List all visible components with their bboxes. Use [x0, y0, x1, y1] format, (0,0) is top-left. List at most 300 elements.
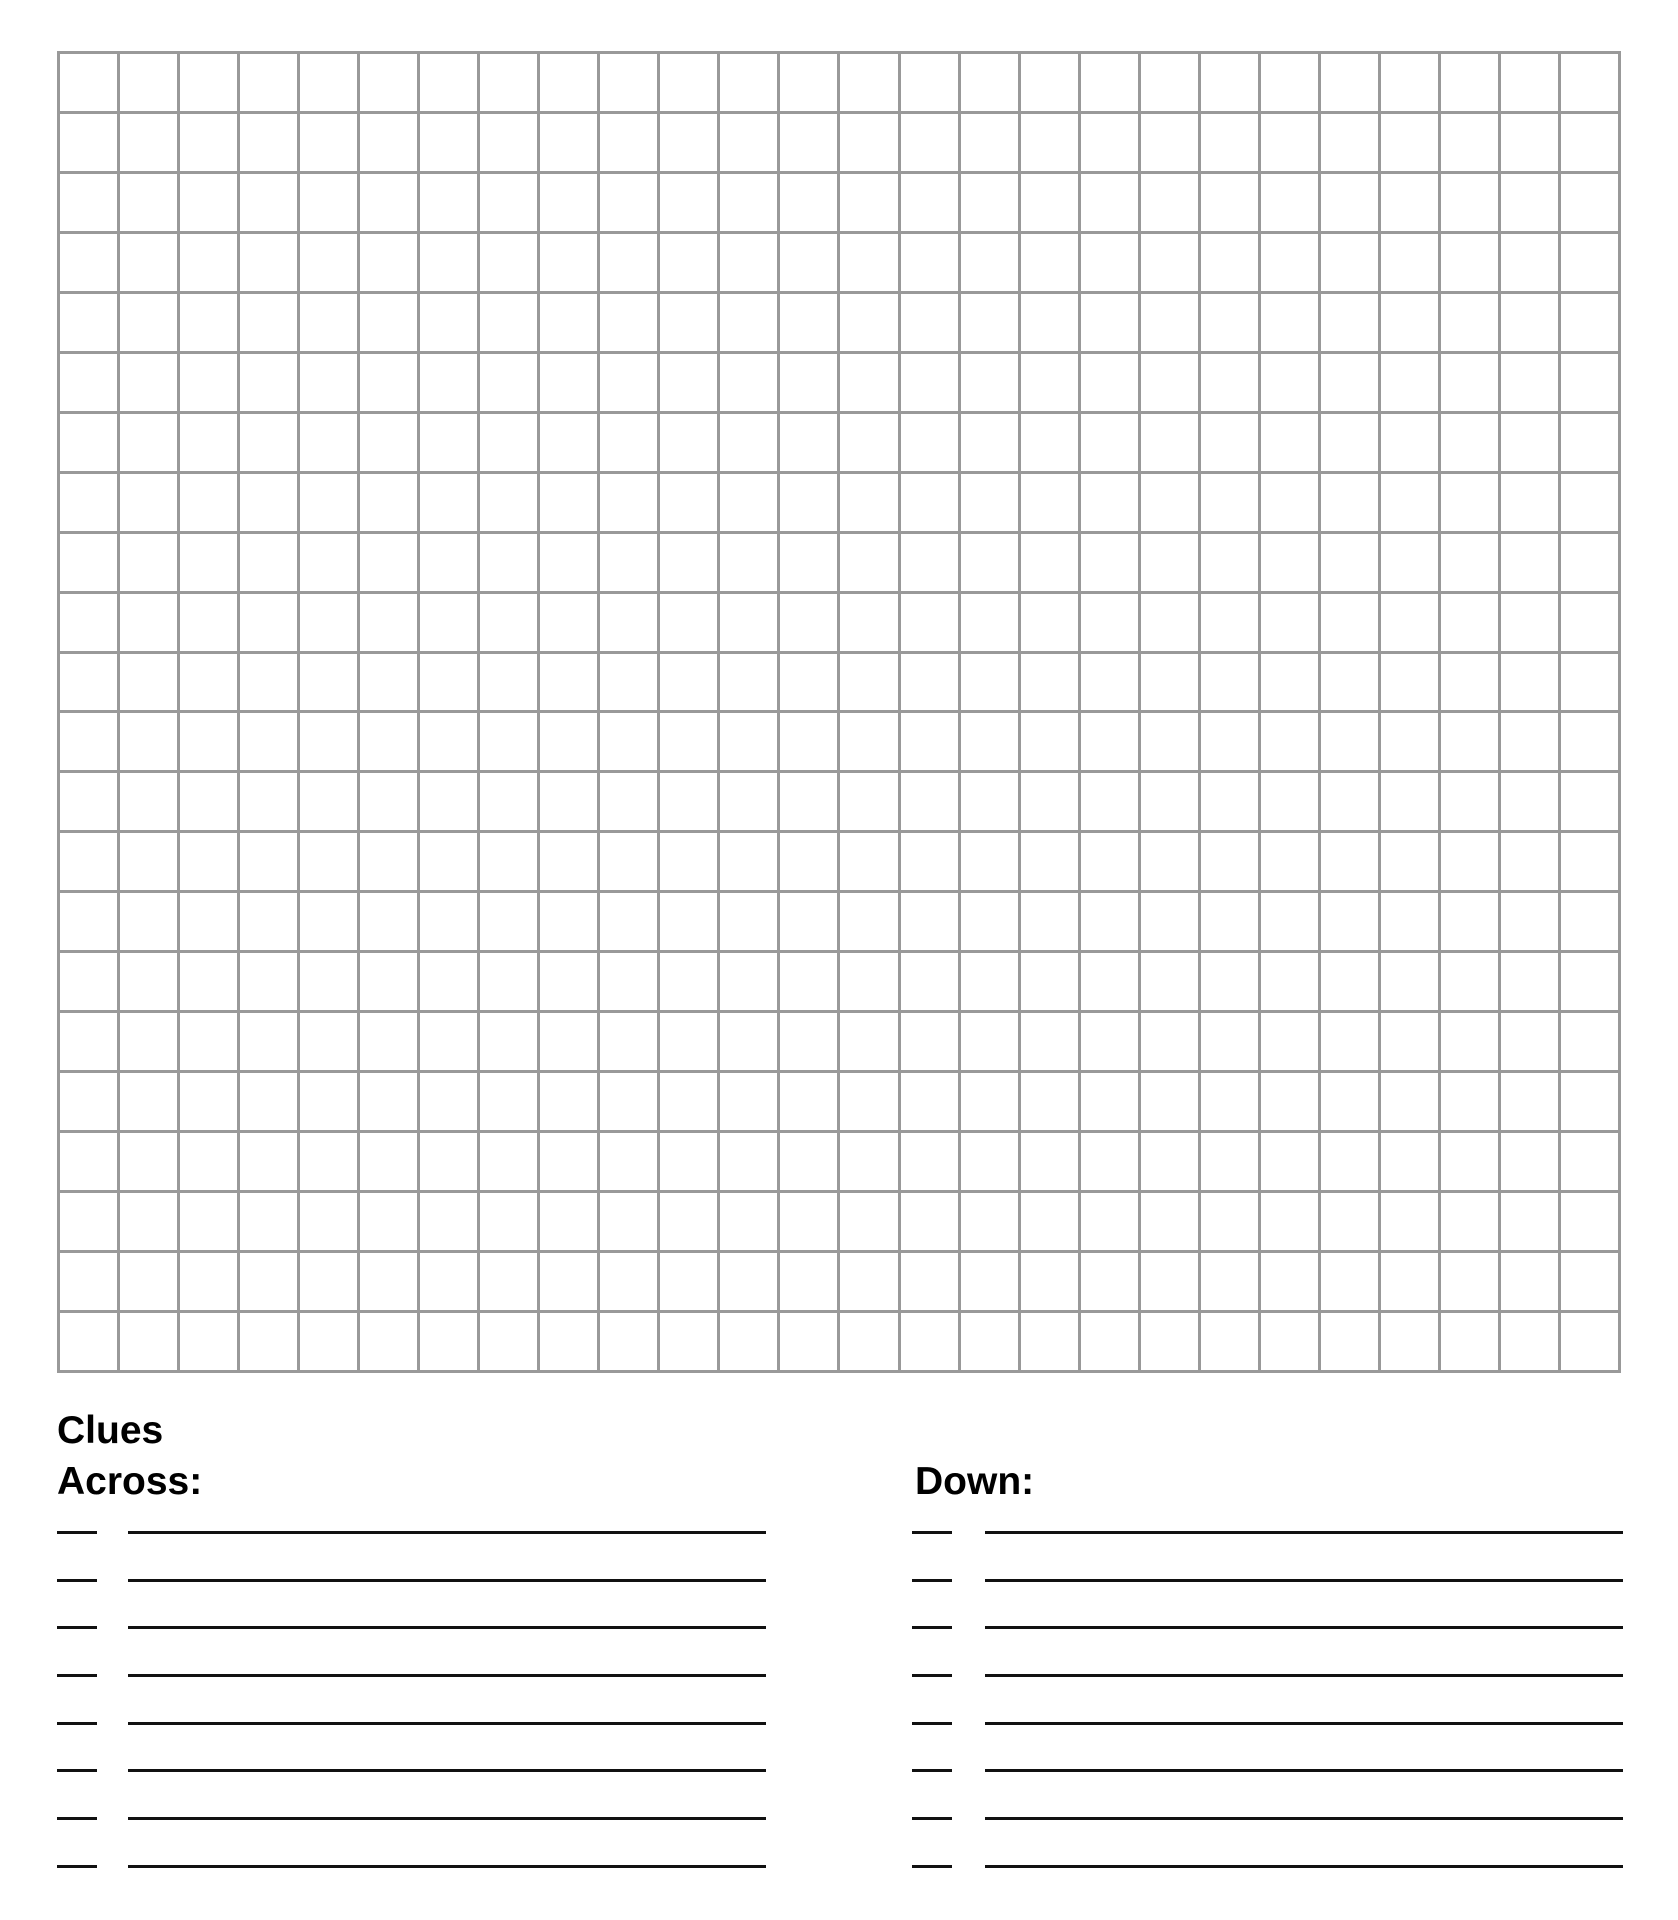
grid-cell: [120, 713, 177, 770]
grid-cell: [1501, 1073, 1558, 1130]
grid-cell: [240, 174, 297, 231]
clue-blank-separator: [952, 1674, 985, 1675]
clue-blank-separator: [97, 1626, 128, 1627]
clue-row: [57, 1769, 766, 1772]
grid-cell: [660, 234, 717, 291]
grid-cell: [1441, 474, 1498, 531]
grid-cell: [1201, 294, 1258, 351]
grid-cell: [300, 354, 357, 411]
grid-cell: [240, 534, 297, 591]
grid-cell: [1501, 1313, 1558, 1370]
grid-cell: [120, 354, 177, 411]
grid-cell: [961, 654, 1018, 711]
grid-cell: [840, 953, 897, 1010]
grid-cell: [240, 893, 297, 950]
clue-number-blank: [912, 1817, 952, 1820]
grid-cell: [1501, 1193, 1558, 1250]
grid-cell: [780, 1133, 837, 1190]
grid-cell: [1081, 234, 1138, 291]
grid-cell: [540, 1013, 597, 1070]
grid-cell: [840, 114, 897, 171]
grid-cell: [660, 1193, 717, 1250]
grid-cell: [1021, 833, 1078, 890]
grid-cell: [600, 534, 657, 591]
grid-cell: [180, 594, 237, 651]
grid-cell: [1561, 54, 1618, 111]
grid-cell: [600, 654, 657, 711]
clue-blank-separator: [952, 1769, 985, 1770]
grid-cell: [600, 1253, 657, 1310]
grid-cell: [300, 1313, 357, 1370]
grid-cell: [540, 1073, 597, 1130]
grid-cell: [660, 1313, 717, 1370]
grid-cell: [1441, 534, 1498, 591]
grid-cell: [60, 174, 117, 231]
grid-cell: [1441, 294, 1498, 351]
grid-cell: [540, 234, 597, 291]
grid-cell: [480, 1253, 537, 1310]
grid-cell: [360, 654, 417, 711]
grid-cell: [60, 1253, 117, 1310]
grid-cell: [1381, 294, 1438, 351]
grid-cell: [1321, 953, 1378, 1010]
grid-cell: [240, 414, 297, 471]
grid-cell: [300, 833, 357, 890]
grid-cell: [1381, 953, 1438, 1010]
grid-cell: [1201, 953, 1258, 1010]
grid-cell: [720, 234, 777, 291]
grid-cell: [1441, 893, 1498, 950]
grid-cell: [480, 1073, 537, 1130]
grid-cell: [1441, 1253, 1498, 1310]
grid-cell: [1201, 594, 1258, 651]
grid-cell: [1381, 414, 1438, 471]
grid-cell: [360, 594, 417, 651]
grid-cell: [1021, 713, 1078, 770]
grid-cell: [901, 534, 958, 591]
grid-cell: [720, 893, 777, 950]
grid-cell: [720, 114, 777, 171]
grid-cell: [300, 654, 357, 711]
grid-cell: [1201, 54, 1258, 111]
grid-cell: [1081, 833, 1138, 890]
grid-cell: [1441, 354, 1498, 411]
grid-cell: [720, 174, 777, 231]
grid-cell: [1441, 114, 1498, 171]
grid-cell: [240, 773, 297, 830]
grid-cell: [1201, 354, 1258, 411]
clue-number-blank: [912, 1531, 952, 1534]
grid-cell: [1501, 1013, 1558, 1070]
clue-blank-separator: [97, 1817, 128, 1818]
grid-cell: [1501, 234, 1558, 291]
grid-cell: [600, 114, 657, 171]
grid-cell: [1261, 953, 1318, 1010]
grid-cell: [360, 1193, 417, 1250]
grid-cell: [120, 594, 177, 651]
grid-cell: [1321, 773, 1378, 830]
grid-cell: [1081, 474, 1138, 531]
grid-cell: [1081, 713, 1138, 770]
grid-cell: [1081, 1313, 1138, 1370]
grid-cell: [120, 174, 177, 231]
grid-cell: [120, 1013, 177, 1070]
clue-row: [912, 1579, 1623, 1582]
grid-cell: [120, 1313, 177, 1370]
grid-cell: [600, 594, 657, 651]
grid-cell: [120, 54, 177, 111]
grid-cell: [60, 534, 117, 591]
clue-number-blank: [57, 1579, 97, 1582]
grid-cell: [660, 294, 717, 351]
grid-cell: [540, 953, 597, 1010]
grid-cell: [360, 354, 417, 411]
grid-cell: [961, 1073, 1018, 1130]
grid-cell: [1321, 234, 1378, 291]
grid-cell: [1021, 1193, 1078, 1250]
grid-cell: [660, 534, 717, 591]
grid-cell: [1441, 594, 1498, 651]
grid-cell: [720, 474, 777, 531]
grid-cell: [1141, 474, 1198, 531]
grid-cell: [1201, 414, 1258, 471]
grid-cell: [901, 474, 958, 531]
grid-cell: [840, 534, 897, 591]
grid-cell: [420, 534, 477, 591]
grid-cell: [120, 833, 177, 890]
grid-cell: [720, 54, 777, 111]
grid-cell: [1561, 1253, 1618, 1310]
grid-cell: [120, 114, 177, 171]
grid-cell: [360, 114, 417, 171]
clue-text-blank: [128, 1865, 766, 1868]
grid-cell: [961, 174, 1018, 231]
grid-cell: [1081, 354, 1138, 411]
clue-number-blank: [57, 1769, 97, 1772]
clue-text-blank: [128, 1722, 766, 1725]
grid-cell: [1261, 294, 1318, 351]
grid-cell: [1081, 1133, 1138, 1190]
grid-cell: [1141, 1253, 1198, 1310]
grid-cell: [840, 1193, 897, 1250]
grid-cell: [60, 294, 117, 351]
grid-cell: [961, 234, 1018, 291]
grid-cell: [60, 1133, 117, 1190]
grid-cell: [300, 1253, 357, 1310]
grid-cell: [60, 654, 117, 711]
grid-cell: [901, 713, 958, 770]
clue-blank-separator: [97, 1531, 128, 1532]
clue-text-blank: [985, 1674, 1623, 1677]
grid-cell: [961, 773, 1018, 830]
grid-cell: [1381, 354, 1438, 411]
grid-cell: [840, 594, 897, 651]
grid-cell: [1081, 893, 1138, 950]
grid-cell: [1381, 54, 1438, 111]
grid-cell: [1261, 1133, 1318, 1190]
grid-cell: [180, 1013, 237, 1070]
grid-cell: [240, 54, 297, 111]
grid-cell: [1321, 114, 1378, 171]
grid-cell: [961, 354, 1018, 411]
grid-cell: [901, 1253, 958, 1310]
grid-cell: [840, 713, 897, 770]
grid-cell: [720, 294, 777, 351]
grid-cell: [240, 1013, 297, 1070]
grid-cell: [1141, 114, 1198, 171]
grid-cell: [780, 893, 837, 950]
grid-cell: [540, 354, 597, 411]
grid-cell: [780, 294, 837, 351]
grid-cell: [1021, 354, 1078, 411]
grid-cell: [780, 234, 837, 291]
clue-number-blank: [912, 1579, 952, 1582]
grid-cell: [540, 594, 597, 651]
grid-cell: [1261, 54, 1318, 111]
grid-cell: [901, 354, 958, 411]
grid-cell: [420, 833, 477, 890]
grid-cell: [1441, 713, 1498, 770]
clue-blank-separator: [97, 1769, 128, 1770]
clue-row: [912, 1722, 1623, 1725]
grid-cell: [1561, 1013, 1618, 1070]
clue-row: [912, 1626, 1623, 1629]
grid-cell: [1561, 1193, 1618, 1250]
clue-text-blank: [985, 1626, 1623, 1629]
grid-cell: [1081, 414, 1138, 471]
grid-cell: [1561, 294, 1618, 351]
grid-cell: [180, 893, 237, 950]
grid-cell: [660, 713, 717, 770]
grid-cell: [1381, 594, 1438, 651]
clue-row: [57, 1674, 766, 1677]
grid-cell: [1261, 414, 1318, 471]
grid-cell: [1501, 54, 1558, 111]
grid-cell: [1141, 414, 1198, 471]
grid-cell: [60, 54, 117, 111]
grid-cell: [240, 594, 297, 651]
grid-cell: [901, 893, 958, 950]
grid-cell: [540, 833, 597, 890]
clue-text-blank: [985, 1722, 1623, 1725]
clue-row: [912, 1531, 1623, 1534]
grid-cell: [1441, 773, 1498, 830]
grid-cell: [180, 534, 237, 591]
grid-cell: [961, 833, 1018, 890]
grid-cell: [840, 773, 897, 830]
grid-cell: [720, 1313, 777, 1370]
grid-cell: [540, 474, 597, 531]
grid-cell: [60, 893, 117, 950]
clue-number-blank: [57, 1531, 97, 1534]
grid-cell: [840, 294, 897, 351]
clue-text-blank: [985, 1865, 1623, 1868]
clue-text-blank: [128, 1626, 766, 1629]
grid-cell: [360, 294, 417, 351]
grid-cell: [1561, 1313, 1618, 1370]
grid-cell: [1501, 474, 1558, 531]
grid-cell: [360, 773, 417, 830]
grid-cell: [1501, 534, 1558, 591]
grid-cell: [1201, 713, 1258, 770]
grid-cell: [180, 114, 237, 171]
grid-cell: [1381, 114, 1438, 171]
grid-cell: [480, 1193, 537, 1250]
grid-cell: [1261, 534, 1318, 591]
grid-cell: [1501, 354, 1558, 411]
grid-cell: [120, 893, 177, 950]
grid-cell: [240, 953, 297, 1010]
grid-cell: [420, 654, 477, 711]
grid-cell: [180, 654, 237, 711]
grid-cell: [840, 414, 897, 471]
grid-cell: [180, 1073, 237, 1130]
grid-cell: [360, 893, 417, 950]
grid-cell: [840, 174, 897, 231]
grid-cell: [540, 654, 597, 711]
down-section-label: Down:: [915, 1460, 1035, 1503]
grid-cell: [600, 1193, 657, 1250]
grid-cell: [961, 594, 1018, 651]
grid-cell: [901, 1193, 958, 1250]
grid-cell: [480, 174, 537, 231]
grid-cell: [180, 474, 237, 531]
grid-cell: [420, 414, 477, 471]
grid-cell: [720, 1193, 777, 1250]
grid-cell: [300, 1013, 357, 1070]
grid-cell: [300, 594, 357, 651]
grid-cell: [1261, 833, 1318, 890]
grid-cell: [720, 594, 777, 651]
grid-cell: [1561, 1073, 1618, 1130]
clue-row: [912, 1769, 1623, 1772]
grid-cell: [660, 1133, 717, 1190]
clue-number-blank: [912, 1626, 952, 1629]
grid-cell: [480, 1133, 537, 1190]
grid-cell: [1081, 594, 1138, 651]
clue-text-blank: [128, 1531, 766, 1534]
grid-cell: [1021, 773, 1078, 830]
grid-cell: [180, 713, 237, 770]
grid-cell: [300, 893, 357, 950]
grid-cell: [1081, 294, 1138, 351]
grid-cell: [1081, 1073, 1138, 1130]
grid-cell: [360, 713, 417, 770]
clue-text-blank: [985, 1579, 1623, 1582]
grid-cell: [1141, 953, 1198, 1010]
grid-cell: [961, 1313, 1018, 1370]
grid-cell: [120, 1133, 177, 1190]
grid-cell: [1441, 654, 1498, 711]
grid-cell: [1561, 114, 1618, 171]
grid-cell: [1141, 654, 1198, 711]
clue-number-blank: [57, 1722, 97, 1725]
grid-cell: [1321, 534, 1378, 591]
grid-cell: [420, 893, 477, 950]
grid-cell: [1201, 654, 1258, 711]
grid-cell: [1261, 1193, 1318, 1250]
grid-cell: [1561, 474, 1618, 531]
grid-cell: [480, 833, 537, 890]
grid-cell: [1441, 414, 1498, 471]
grid-cell: [961, 114, 1018, 171]
clue-number-blank: [57, 1865, 97, 1868]
grid-cell: [240, 294, 297, 351]
grid-cell: [300, 114, 357, 171]
grid-cell: [1021, 1133, 1078, 1190]
grid-cell: [1381, 474, 1438, 531]
grid-cell: [180, 1133, 237, 1190]
grid-cell: [1201, 1313, 1258, 1370]
grid-cell: [901, 114, 958, 171]
grid-cell: [120, 294, 177, 351]
grid-cell: [1081, 654, 1138, 711]
grid-cell: [540, 414, 597, 471]
grid-cell: [1081, 114, 1138, 171]
grid-cell: [961, 893, 1018, 950]
grid-cell: [1021, 1253, 1078, 1310]
grid-cell: [1321, 1193, 1378, 1250]
grid-cell: [1321, 713, 1378, 770]
grid-cell: [1321, 414, 1378, 471]
grid-cell: [1501, 953, 1558, 1010]
grid-cell: [660, 833, 717, 890]
grid-cell: [1201, 1253, 1258, 1310]
grid-cell: [120, 1193, 177, 1250]
grid-cell: [1501, 1253, 1558, 1310]
grid-cell: [1021, 1073, 1078, 1130]
grid-cell: [1381, 654, 1438, 711]
grid-cell: [1261, 114, 1318, 171]
grid-cell: [540, 1313, 597, 1370]
grid-cell: [60, 114, 117, 171]
grid-cell: [420, 953, 477, 1010]
grid-cell: [480, 713, 537, 770]
grid-cell: [600, 414, 657, 471]
grid-cell: [120, 654, 177, 711]
grid-cell: [1021, 594, 1078, 651]
grid-cell: [180, 294, 237, 351]
clue-text-blank: [985, 1817, 1623, 1820]
grid-cell: [1141, 174, 1198, 231]
grid-cell: [1441, 54, 1498, 111]
grid-cell: [780, 54, 837, 111]
grid-cell: [901, 1313, 958, 1370]
grid-cell: [1261, 654, 1318, 711]
grid-cell: [300, 294, 357, 351]
grid-cell: [1321, 654, 1378, 711]
grid-cell: [420, 474, 477, 531]
grid-cell: [1021, 893, 1078, 950]
grid-cell: [901, 234, 958, 291]
grid-cell: [300, 773, 357, 830]
grid-cell: [1201, 833, 1258, 890]
grid-cell: [600, 54, 657, 111]
grid-cell: [840, 1013, 897, 1070]
grid-cell: [660, 594, 717, 651]
grid-cell: [1561, 534, 1618, 591]
grid-cell: [60, 594, 117, 651]
grid-cell: [600, 354, 657, 411]
grid-cell: [720, 1133, 777, 1190]
grid-cell: [961, 713, 1018, 770]
grid-cell: [180, 953, 237, 1010]
grid-cell: [780, 414, 837, 471]
grid-cell: [300, 234, 357, 291]
grid-cell: [540, 1253, 597, 1310]
across-section-label: Across:: [57, 1460, 203, 1503]
grid-cell: [420, 594, 477, 651]
